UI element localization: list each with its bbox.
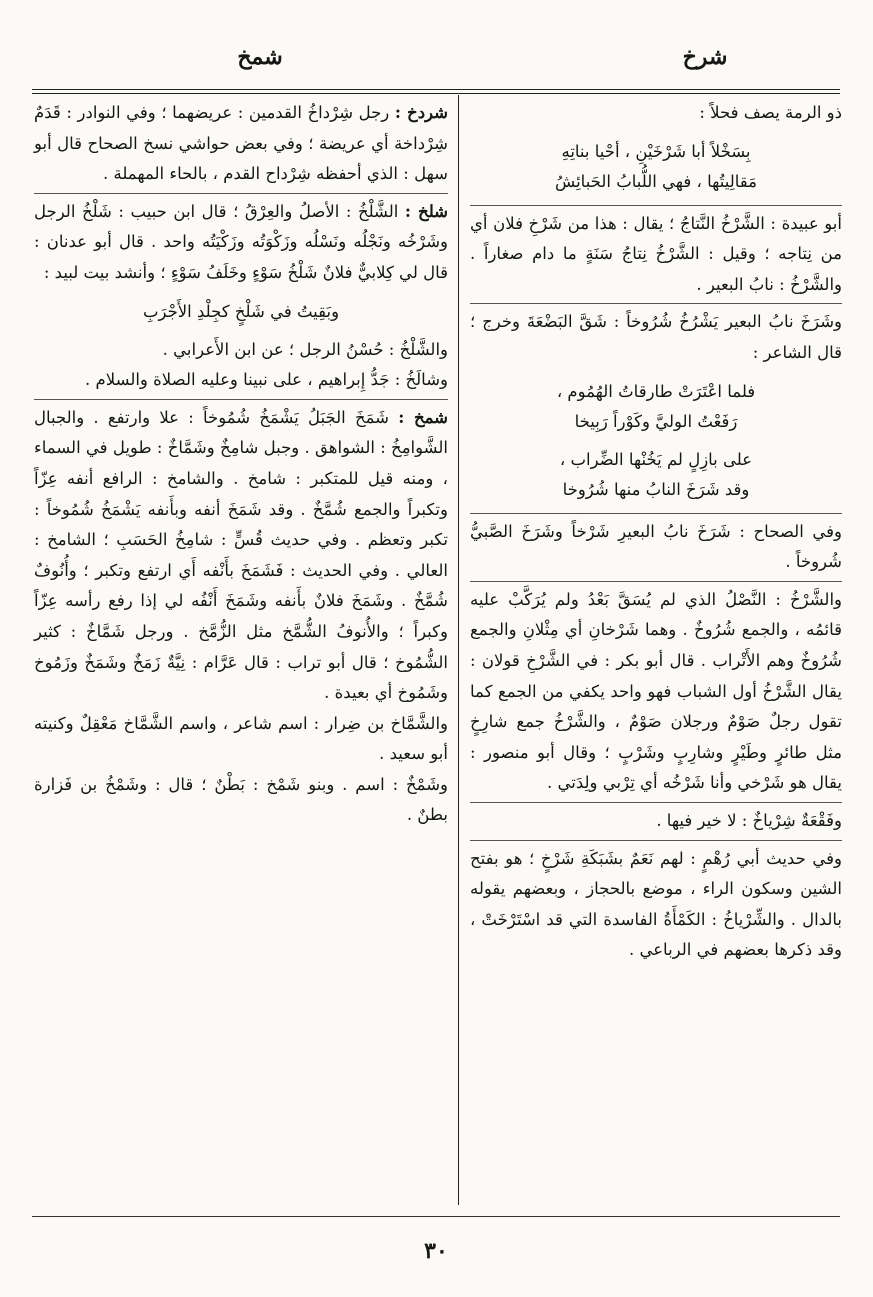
entry-sharkh-paragraph: وفي الصحاح : شَرَخَ نابُ البعيرِ شَرْخاً وشَرَخَ الصَّبيُّ شُروخاً . bbox=[470, 513, 842, 578]
headword: شمخ : bbox=[398, 407, 448, 427]
column-separator bbox=[458, 95, 459, 1205]
entry-sharkh-paragraph: وشَرَخَ نابُ البعير يَشْرُخُ شُرُوخاً : شَقَّ البَضْعَةَ وخرج ؛ قال الشاعر : فلما اعْتَرَتْ طارقاتُ الهُمُوم ، رَفَعْتُ الوليَّ وكَوْراً رَبِيخا على بازِلٍ لم يَخُنْها الضِّراب ، وقد شَرَخَ النابُ منها شُرُوخا bbox=[470, 303, 842, 504]
entry-text: رجل شِرْداخُ القدمين : عريضهما ؛ وفي النوادر : قَدَمٌ شِرْداخة أي عريضة ؛ وفي بعض حواشي نسخ الصحاح قال أبو سهل : الذي أحفظه شِرْداح القدم ، بالحاء المهملة . bbox=[34, 103, 448, 184]
entry-text: شَمَخَ الجَبَلُ يَشْمَخُ شُمُوخاً : علا وارتفع . والجبال الشَّوامِخُ : الشواهق . وجبل شامِخٌ وشَمَّاخٌ : طويل في السماء ، ومنه قيل للمتكبر : شامخ . والشامخ : الرافع أنفه عِزّاً وتكبراً والجمع شُمَّخٌ . وقد شَمَخَ أنفه وبأَنفه يَشْمَخُ شُمُوخاً : تكبر وتعظم . وفي حديث قُسٍّ : شامِخُ الحَسَبِ ؛ الشامخ : العالي . وفي الحديث : فَشَمَخَ بأَنْفه أَي ارتفع وتكبر ؛ وأُنُوفٌ شُمَّخٌ . وشَمَخَ فلانٌ بأَنفه وشَمَخَ أَنْفُه لي إذا رفع رأسه عِزّاً وكبراً ؛ والأُنوفُ الشُّمَّخ مثل الزُّمَّخ . ورجل شَمَّاخٌ : كثير الشُّمُوخ ؛ قال أبو تراب : قال عَرَّام : نِيَّةٌ زَمَخٌ وشَمَخٌ وزَمُوخ وشَمُوخ أي بعيدة . bbox=[34, 407, 448, 703]
verse: على بازِلٍ لم يَخُنْها الضِّراب ، وقد شَرَخَ النابُ منها شُرُوخا bbox=[559, 449, 753, 499]
entry-sharkh-continued bbox=[470, 98, 842, 197]
header-rule-thin bbox=[32, 93, 840, 94]
right-column bbox=[470, 98, 842, 966]
verse: وبَقِيتُ في شَلْخٍ كجِلْدِ الأَجْرَبِ bbox=[142, 301, 340, 321]
entry-text: ذو الرمة يصف فحلاً : bbox=[699, 103, 842, 122]
running-head-left: شمخ bbox=[237, 44, 283, 70]
verse: بِسَخْلاً أبا شَرْخَيْنِ ، أحْيا بناتِهِ مَقالِيتُها ، فهي اللُّبابُ الحَبائِشُ bbox=[555, 141, 757, 191]
header-rule bbox=[32, 89, 840, 90]
entry-sharkh-paragraph: وفَقْعَةٌ شِرْياخٌ : لا خير فيها . bbox=[470, 802, 842, 837]
page-number: ٣٠ bbox=[424, 1238, 448, 1264]
headword: شلخ : bbox=[404, 201, 448, 221]
left-column bbox=[34, 98, 448, 831]
entry-shamakh: شمخ : شَمَخَ الجَبَلُ يَشْمَخُ شُمُوخاً : علا وارتفع . والجبال الشَّوامِخُ : الشواهق . وجبل شامِخٌ وشَمَّاخٌ : طويل في السماء ، ومنه قيل للمتكبر : شامخ . والشامخ : الرافع أنفه عِزّاً وتكبراً والجمع شُمَّخٌ . وقد شَمَخَ أنفه وبأَنفه يَشْمَخُ شُمُوخاً : تكبر وتعظم . وفي حديث قُسٍّ : شامِخُ الحَسَبِ ؛ الشامخ : العالي . وفي الحديث : فَشَمَخَ بأَنْفه أَي ارتفع وتكبر ؛ وأُنُوفٌ شُمَّخٌ . وشَمَخَ فلانٌ بأَنفه وشَمَخَ أَنْفُه لي إذا رفع رأسه عِزّاً وكبراً ؛ والأُنوفُ الشُّمَّخ مثل الزُّمَّخ . ورجل شَمَّاخٌ : كثير الشُّمُوخ ؛ قال أبو تراب : قال عَرَّام : نِيَّةٌ زَمَخٌ وشَمَخٌ وزَمُوخ وشَمُوخ أي بعيدة . والشَّمَّاخ بن ضِرار : اسم شاعر ، واسم الشَّمَّاخ مَعْقِلٌ وكنيته أبو سعيد . وشَمْخٌ : اسم . وبنو شَمْخ : بَطْنٌ ؛ قال : وشَمْخُ بن فَزارة بطنٌ . bbox=[34, 399, 448, 831]
entry-sharkh-paragraph: والشَّرْخُ : النَّصْلُ الذي لم يُسَقَّ بَعْدُ ولم يُرَكَّبْ عليه قائمُه ، والجمع شُرُوخٌ . وهما شَرْخانِ أي مِثْلانِ والجمع شُرُوخٌ وهم الأَتْراب . قال أبو بكر : في الشَّرْخِ قولان : يقال الشَّرْخُ أول الشباب فهو واحد يكفي من الجمع كما تقول رجلٌ صَوْمٌ ورجلان صَوْمٌ ، والشَّرْخُ جمع شارِخٍ مثل طائرٍ وطَيْرٍ وشارِبٍ وشَرْبٍ ؛ وقال أبو منصور : يقال هو شَرْخي وأنا شَرْخُه أي تِرْبي ولِدَتي . bbox=[470, 581, 842, 799]
footer-rule bbox=[32, 1216, 840, 1217]
entry-text: الشَّلْخُ : الأصلُ والعِرْقُ ؛ قال ابن حبيب : شَلْخُ الرجل وشَرْخُه ونَجْلُه ونَسْلُه وزَكْوَتُه وزَكْيَتُه واحد . قال أبو عدنان : قال لي كِلابيٌّ فلانٌ شَلْخُ سَوْءٍ وخَلَفُ سَوْءٍ ؛ وأنشد بيت لبيد : bbox=[34, 201, 448, 282]
entry-shalakh: شلخ : الشَّلْخُ : الأصلُ والعِرْقُ ؛ قال ابن حبيب : شَلْخُ الرجل وشَرْخُه ونَجْلُه ونَسْلُه وزَكْوَتُه وزَكْيَتُه واحد . قال أبو عدنان : قال لي كِلابيٌّ فلانٌ شَلْخُ سَوْءٍ وخَلَفُ سَوْءٍ ؛ وأنشد بيت لبيد : وبَقِيتُ في شَلْخٍ كجِلْدِ الأَجْرَبِ والشَّلْخُ : حُسْنُ الرجل ؛ عن ابن الأَعرابي . وشالَخُ : جَدُّ إِبراهيم ، على نبينا وعليه الصلاة والسلام . bbox=[34, 193, 448, 396]
entry-sharkh-paragraph: وفي حديث أبي رُهْمٍ : لهم نَعَمٌ بشَبَكَةِ شَرْخٍ ؛ هو بفتح الشين وسكون الراء ، موضع بالحجاز ، وبعضهم يقوله بالدال . والشِّرْياخُ : الكَمْأَةُ الفاسدة التي قد اسْتَرْخَتْ ، وقد ذكرها بعضهم في الرباعي . bbox=[470, 840, 842, 966]
entry-shardakh bbox=[34, 98, 448, 190]
headword: شردخ : bbox=[394, 103, 448, 122]
verse: فلما اعْتَرَتْ طارقاتُ الهُمُوم ، رَفَعْتُ الوليَّ وكَوْراً رَبِيخا bbox=[556, 381, 756, 431]
running-head-right: شرخ bbox=[682, 44, 728, 70]
entry-sharkh-paragraph: أبو عبيدة : الشَّرْخُ النَّتاجُ ؛ يقال : هذا من شَرْخِ فلان أي من نِتاجه ؛ وقيل : الشَّرْخُ نِتاجُ سَنَةٍ ما دام صغاراً . والشَّرْخُ : نابُ البعير . bbox=[470, 205, 842, 301]
